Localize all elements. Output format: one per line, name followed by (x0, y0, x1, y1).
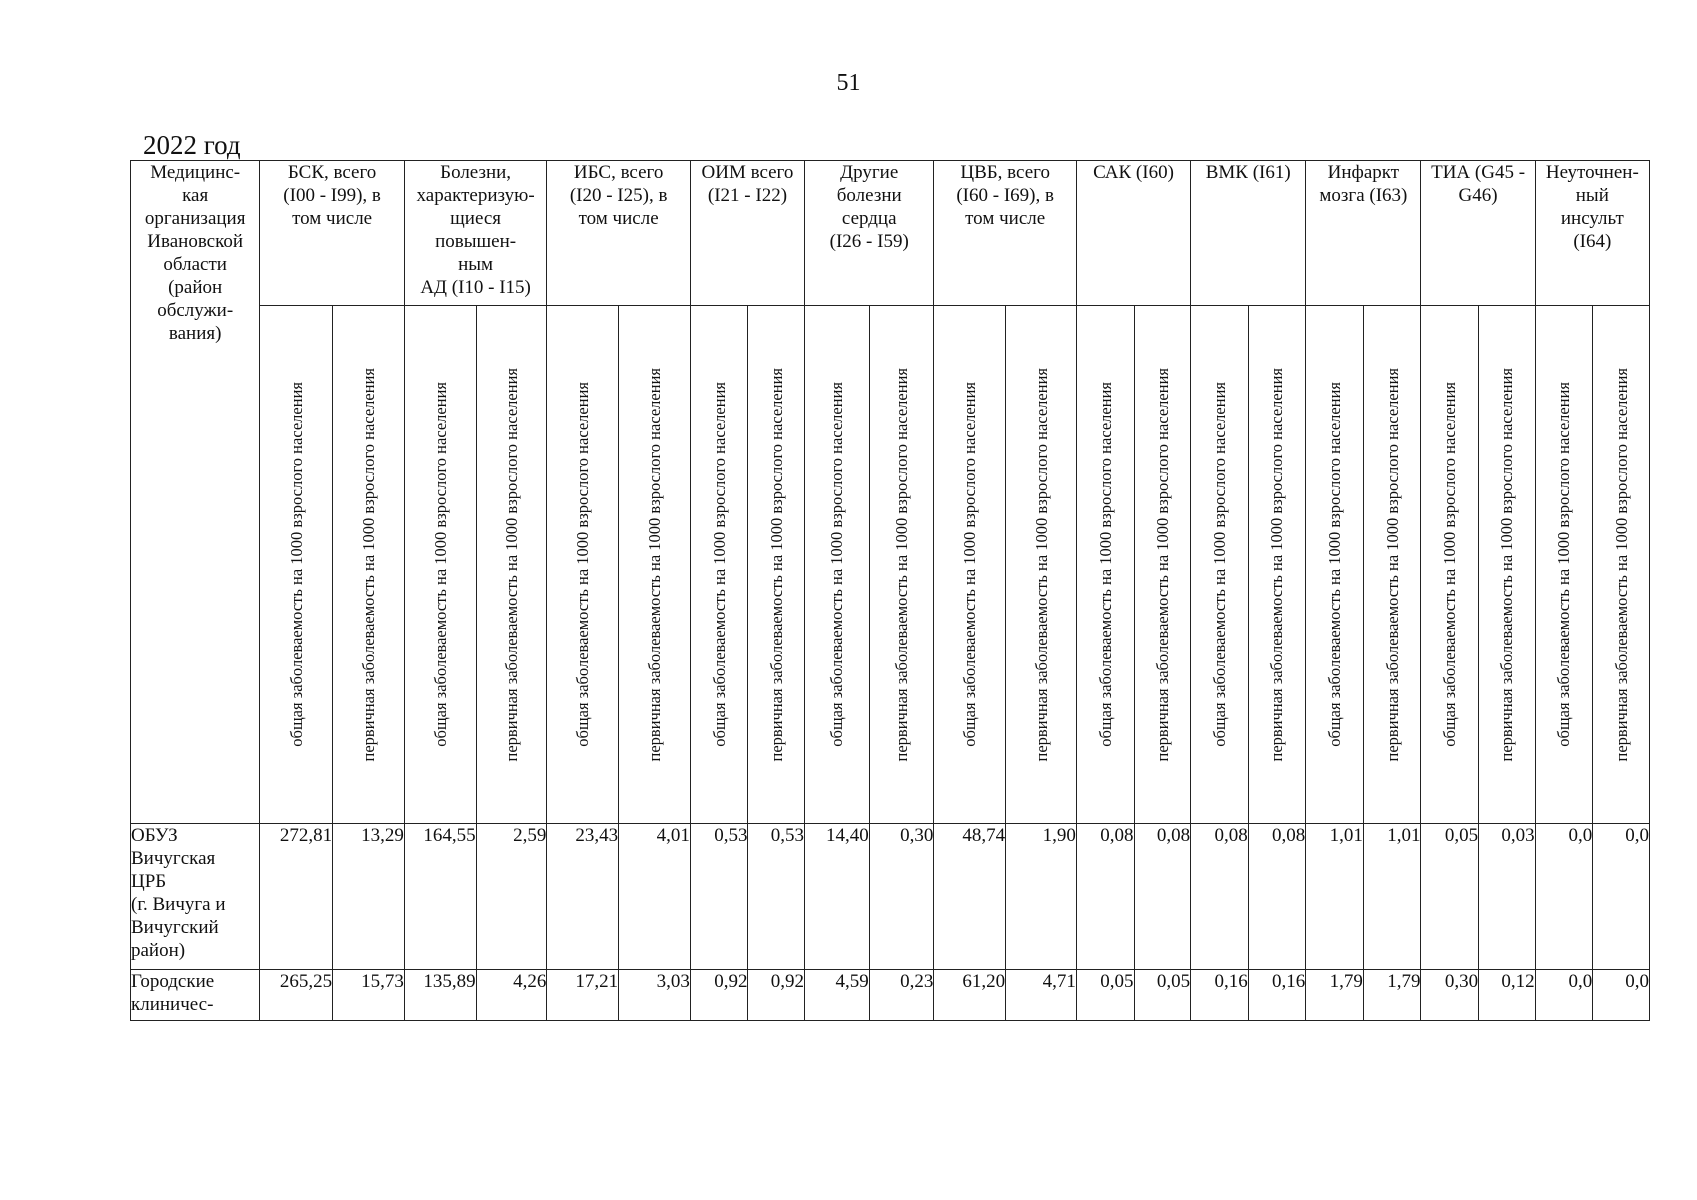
value-cell: 61,20 (934, 970, 1006, 1021)
value-cell: 1,79 (1306, 970, 1364, 1021)
subheader-primary-label: первичная заболеваемость на 1000 взрослого населения (1152, 367, 1172, 762)
value-cell: 0,30 (1421, 970, 1479, 1021)
value-cell: 0,05 (1421, 824, 1479, 970)
subheader-general-rate (1421, 306, 1479, 824)
value-cell: 4,71 (1006, 970, 1077, 1021)
subheader-primary-rate (476, 306, 547, 824)
subheader-primary-rate (748, 306, 805, 824)
subheader-primary-rate (1593, 306, 1650, 824)
value-cell: 1,01 (1363, 824, 1421, 970)
subheader-general-label: общая заболеваемость на 1000 взрослого населения (709, 382, 729, 747)
value-cell: 265,25 (260, 970, 333, 1021)
value-cell: 1,90 (1006, 824, 1077, 970)
subheader-primary-label: первичная заболеваемость на 1000 взрослого населения (501, 367, 521, 762)
subheader-general-label: общая заболеваемость на 1000 взрослого населения (960, 382, 980, 747)
group-header-8: ВМК (I61) (1191, 161, 1306, 306)
group-header-2: Болезни, характеризую- щиеся повышен- ным АД (I10 - I15) (404, 161, 547, 306)
value-cell: 4,01 (619, 824, 691, 970)
group-header-1: БСК, всего (I00 - I99), в том числе (260, 161, 405, 306)
group-header-3: ИБС, всего (I20 - I25), в том числе (547, 161, 691, 306)
value-cell: 0,53 (690, 824, 748, 970)
table-row (131, 824, 1650, 970)
subheader-general-rate (690, 306, 748, 824)
subheader-primary-label: первичная заболеваемость на 1000 взрослого населения (1267, 367, 1287, 762)
subheader-general-label: общая заболеваемость на 1000 взрослого населения (1554, 382, 1574, 747)
subheader-general-label: общая заболеваемость на 1000 взрослого населения (1325, 382, 1345, 747)
subheader-primary-rate (1248, 306, 1306, 824)
value-cell: 3,03 (619, 970, 691, 1021)
value-cell: 14,40 (805, 824, 870, 970)
value-cell: 0,23 (869, 970, 934, 1021)
value-cell: 0,0 (1535, 824, 1593, 970)
table-subheader-row (131, 306, 1650, 824)
subheader-primary-rate (1134, 306, 1191, 824)
subheader-general-rate (1535, 306, 1593, 824)
subheader-general-label: общая заболеваемость на 1000 взрослого населения (1095, 382, 1115, 747)
year-label: 2022 год (143, 130, 241, 160)
value-cell: 1,79 (1363, 970, 1421, 1021)
value-cell: 0,05 (1134, 970, 1191, 1021)
morbidity-table (130, 160, 1650, 1021)
group-header-4: ОИМ всего (I21 - I22) (690, 161, 804, 306)
value-cell: 0,03 (1479, 824, 1536, 970)
table-row (131, 970, 1650, 1021)
table-group-header-row (131, 161, 1650, 306)
value-cell: 2,59 (476, 824, 547, 970)
group-header-9: Инфаркт мозга (I63) (1306, 161, 1421, 306)
value-cell: 48,74 (934, 824, 1006, 970)
value-cell: 135,89 (404, 970, 476, 1021)
value-cell: 0,08 (1134, 824, 1191, 970)
value-cell: 164,55 (404, 824, 476, 970)
subheader-primary-label: первичная заболеваемость на 1000 взрослого населения (766, 367, 786, 762)
subheader-general-rate (404, 306, 476, 824)
subheader-primary-label: первичная заболеваемость на 1000 взрослого населения (892, 367, 912, 762)
subheader-general-label: общая заболеваемость на 1000 взрослого населения (573, 382, 593, 747)
value-cell: 0,08 (1076, 824, 1134, 970)
subheader-general-rate (1306, 306, 1364, 824)
value-cell: 0,53 (748, 824, 805, 970)
group-header-10: ТИА (G45 - G46) (1421, 161, 1535, 306)
subheader-primary-label: первичная заболеваемость на 1000 взрослого населения (1497, 367, 1517, 762)
value-cell: 17,21 (547, 970, 619, 1021)
value-cell: 0,0 (1593, 824, 1650, 970)
value-cell: 15,73 (333, 970, 405, 1021)
subheader-primary-rate (619, 306, 691, 824)
value-cell: 0,0 (1593, 970, 1650, 1021)
page-number: 51 (836, 70, 861, 96)
subheader-primary-rate (1363, 306, 1421, 824)
subheader-primary-label: первичная заболеваемость на 1000 взрослого населения (1382, 367, 1402, 762)
subheader-primary-rate (333, 306, 405, 824)
value-cell: 1,01 (1306, 824, 1364, 970)
subheader-primary-rate (869, 306, 934, 824)
value-cell: 13,29 (333, 824, 405, 970)
subheader-general-rate (1191, 306, 1249, 824)
group-header-6: ЦВБ, всего (I60 - I69), в том числе (934, 161, 1077, 306)
subheader-primary-rate (1479, 306, 1536, 824)
subheader-general-label: общая заболеваемость на 1000 взрослого населения (286, 382, 306, 747)
subheader-general-rate (934, 306, 1006, 824)
group-header-7: САК (I60) (1076, 161, 1190, 306)
subheader-general-rate (260, 306, 333, 824)
subheader-primary-label: первичная заболеваемость на 1000 взрослого населения (1031, 367, 1051, 762)
subheader-primary-label: первичная заболеваемость на 1000 взрослого населения (644, 367, 664, 762)
group-header-5: Другие болезни сердца (I26 - I59) (805, 161, 934, 306)
subheader-general-rate (805, 306, 870, 824)
subheader-general-label: общая заболеваемость на 1000 взрослого населения (1209, 382, 1229, 747)
org-column-header: Медицинс- кая организация Ивановской области (район обслужи- вания) (131, 161, 260, 824)
group-header-11: Неуточнен- ный инсульт (I64) (1535, 161, 1649, 306)
value-cell: 4,26 (476, 970, 547, 1021)
value-cell: 0,30 (869, 824, 934, 970)
subheader-general-label: общая заболеваемость на 1000 взрослого населения (430, 382, 450, 747)
value-cell: 0,12 (1479, 970, 1536, 1021)
value-cell: 0,92 (690, 970, 748, 1021)
subheader-general-rate (547, 306, 619, 824)
org-name-cell: Городские клиничес- (131, 970, 260, 1021)
subheader-general-label: общая заболеваемость на 1000 взрослого населения (827, 382, 847, 747)
value-cell: 23,43 (547, 824, 619, 970)
subheader-general-label: общая заболеваемость на 1000 взрослого населения (1440, 382, 1460, 747)
subheader-primary-label: первичная заболеваемость на 1000 взрослого населения (1611, 367, 1631, 762)
value-cell: 0,92 (748, 970, 805, 1021)
subheader-general-rate (1076, 306, 1134, 824)
value-cell: 0,0 (1535, 970, 1593, 1021)
value-cell: 0,05 (1076, 970, 1134, 1021)
org-name-cell: ОБУЗ Вичугская ЦРБ (г. Вичуга и Вичугский район) (131, 824, 260, 970)
value-cell: 0,16 (1191, 970, 1249, 1021)
subheader-primary-rate (1006, 306, 1077, 824)
subheader-primary-label: первичная заболеваемость на 1000 взрослого населения (358, 367, 378, 762)
value-cell: 272,81 (260, 824, 333, 970)
value-cell: 0,08 (1248, 824, 1306, 970)
value-cell: 4,59 (805, 970, 870, 1021)
value-cell: 0,16 (1248, 970, 1306, 1021)
value-cell: 0,08 (1191, 824, 1249, 970)
